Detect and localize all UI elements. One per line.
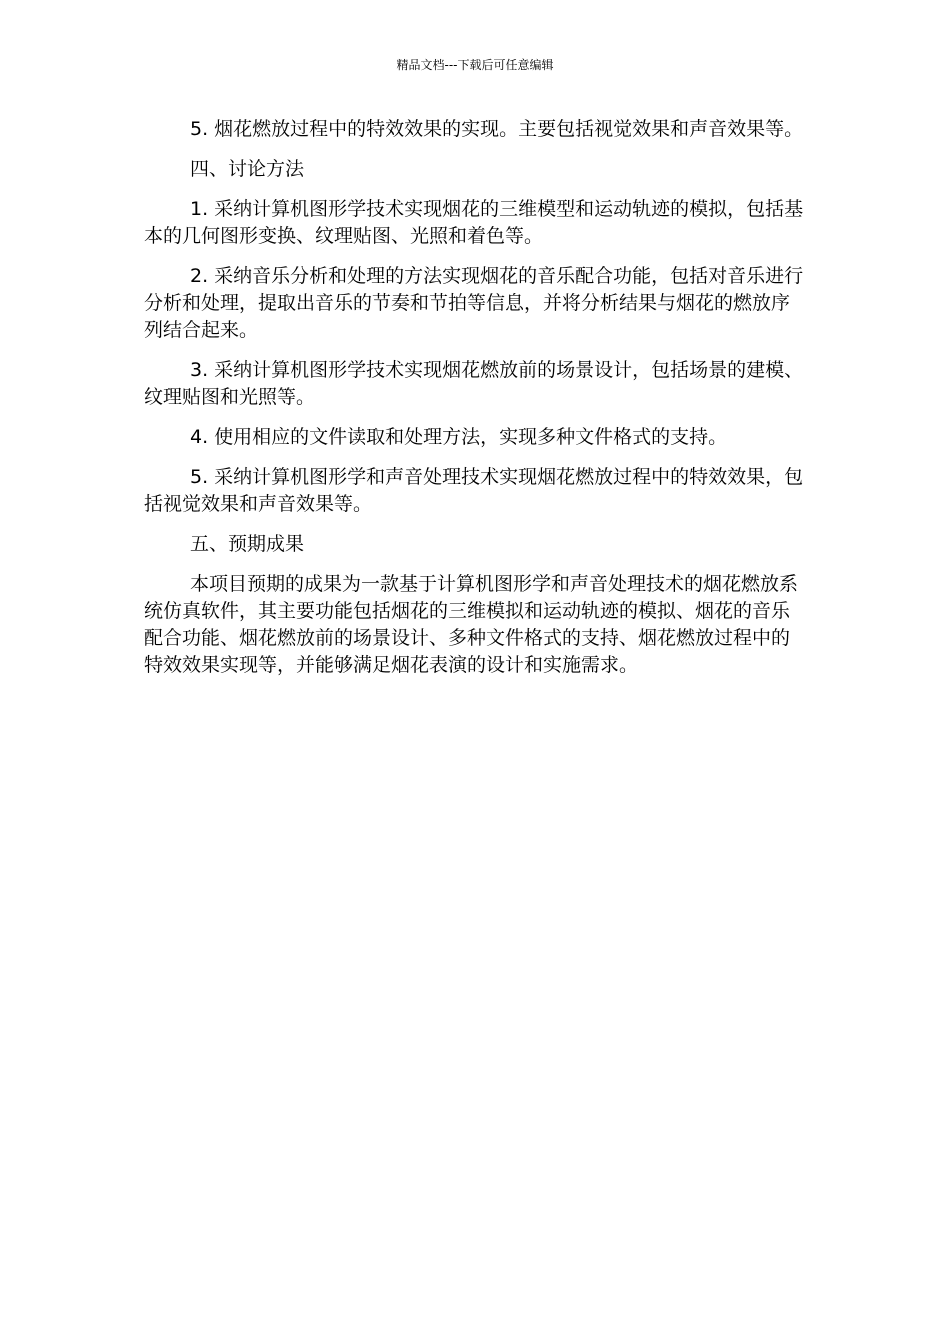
document-body: [144, 116, 804, 692]
paragraph-method-5: 5. 采纳计算机图形学和声音处理技术实现烟花燃放过程中的特效效果，包括视觉效果和声音效果等。: [144, 466, 804, 515]
paragraph-method-4: 4. 使用相应的文件读取和处理方法，实现多种文件格式的支持。: [190, 426, 728, 448]
paragraph-item-5-effects: 5. 烟花燃放过程中的特效效果的实现。主要包括视觉效果和声音效果等。: [190, 118, 804, 140]
paragraph-method-1: 1. 采纳计算机图形学技术实现烟花的三维模型和运动轨迹的模拟，包括基本的几何图形变换、纹理贴图、光照和着色等。: [144, 198, 804, 247]
paragraph-method-2: 2. 采纳音乐分析和处理的方法实现烟花的音乐配合功能，包括对音乐进行分析和处理，提取出音乐的节奏和节拍等信息，并将分析结果与烟花的燃放序列结合起来。: [144, 265, 804, 341]
page-header: 精品文档---下载后可任意编辑: [396, 58, 554, 72]
paragraph-method-3: 3. 采纳计算机图形学技术实现烟花燃放前的场景设计，包括场景的建模、纹理贴图和光照等。: [144, 359, 804, 408]
section-heading-expected-results: 五、预期成果: [190, 533, 305, 555]
paragraph-expected-results: 本项目预期的成果为一款基于计算机图形学和声音处理技术的烟花燃放系统仿真软件，其主要功能包括烟花的三维模拟和运动轨迹的模拟、烟花的音乐配合功能、烟花燃放前的场景设计、多种文件格式的支持、烟花燃放过程中的特效效果实现等，并能够满足烟花表演的设计和实施需求。: [144, 573, 799, 676]
section-heading-methods: 四、讨论方法: [190, 158, 305, 180]
